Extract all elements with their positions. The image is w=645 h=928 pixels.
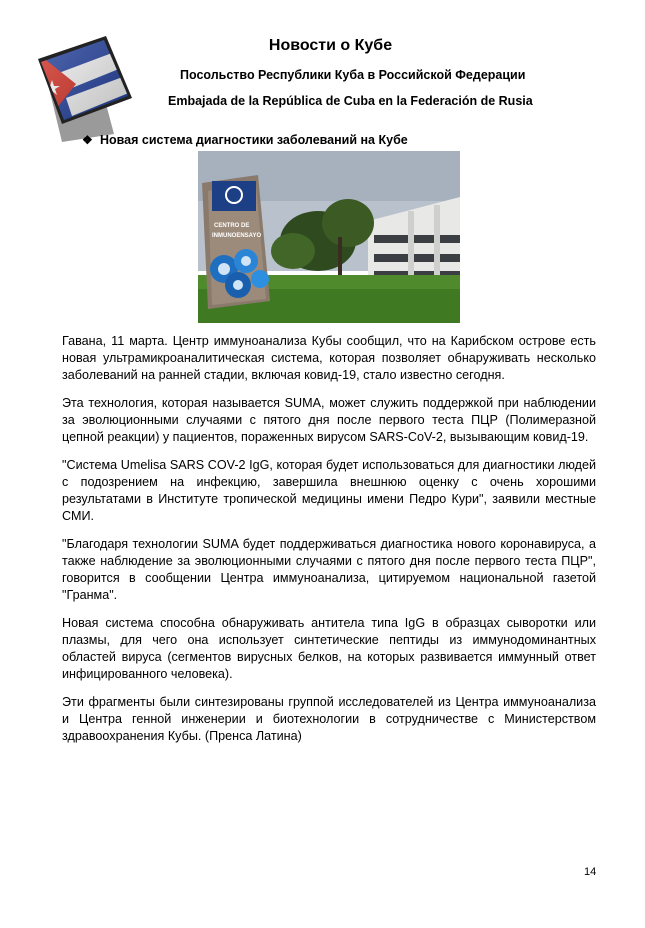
article-paragraph: Эта технология, которая называется SUMA, может служить поддержкой при наблюдении за эволюционными случаями с пятого дня после первого теста ПЦР (Полимеразной цепной реакции) у пациентов, пораженных вирусом SARS-CoV-2, вызывающим ковид-19. [62,396,596,444]
article-paragraph: "Благодаря технологии SUMA будет поддерживаться диагностика нового коронавируса, а также наблюдение за эволюционными случаями с пятого дня после первого теста ПЦР", говорится в сообщении Центра иммуноанализа, цитируемом национальной газетой "Гранма". [62,537,596,602]
article-photo [198,151,460,323]
building-photo [198,151,460,323]
embassy-name-ru: Посольство Республики Куба в Российской Федерации [180,68,526,82]
embassy-name-es: Embajada de la República de Cuba en la Federación de Rusia [168,94,533,108]
article-body [62,333,596,756]
article-paragraph: Гавана, 11 марта. Центр иммуноанализа Кубы сообщил, что на Карибском острове есть новая ультрамикроаналитическая система, которая позволяет обнаруживать несколько заболеваний на ранней стадии, включая ковид-19, стало известно сегодня. [62,334,596,382]
article-paragraph: Эти фрагменты были синтезированы группой исследователей из Центра иммуноанализа и Центра генной инженерии и биотехнологии в сотрудничестве с Министерством здравоохранения Кубы. (Пренса Латина) [62,695,596,743]
article-paragraph: "Система Umelisa SARS COV-2 IgG, которая будет использоваться для диагностики людей с подозрением на инфекцию, завершила внешнюю оценку с очень хорошими результатами в Институте тропической медицины имени Педро Кури", заявили местные СМИ. [62,458,596,523]
article-headline [82,133,408,147]
page-title: Новости о Кубе [268,37,393,54]
diamond-bullet-icon: ❖ [82,133,93,147]
page-number: 14 [584,866,597,878]
sign-text-line2: INMUNOENSAYO [212,233,262,239]
headline-text: Новая система диагностики заболеваний на Кубе [100,133,408,147]
sign-text-line1: CENTRO DE [214,223,250,229]
article-paragraph: Новая система способна обнаруживать антитела типа IgG в образцах сыворотки или плазмы, для чего она использует синтетические пептиды из иммунодоминантных областей вируса (сегментов вирусных белков, на которых развивается иммунный ответ инфицированного человека). [62,616,596,681]
